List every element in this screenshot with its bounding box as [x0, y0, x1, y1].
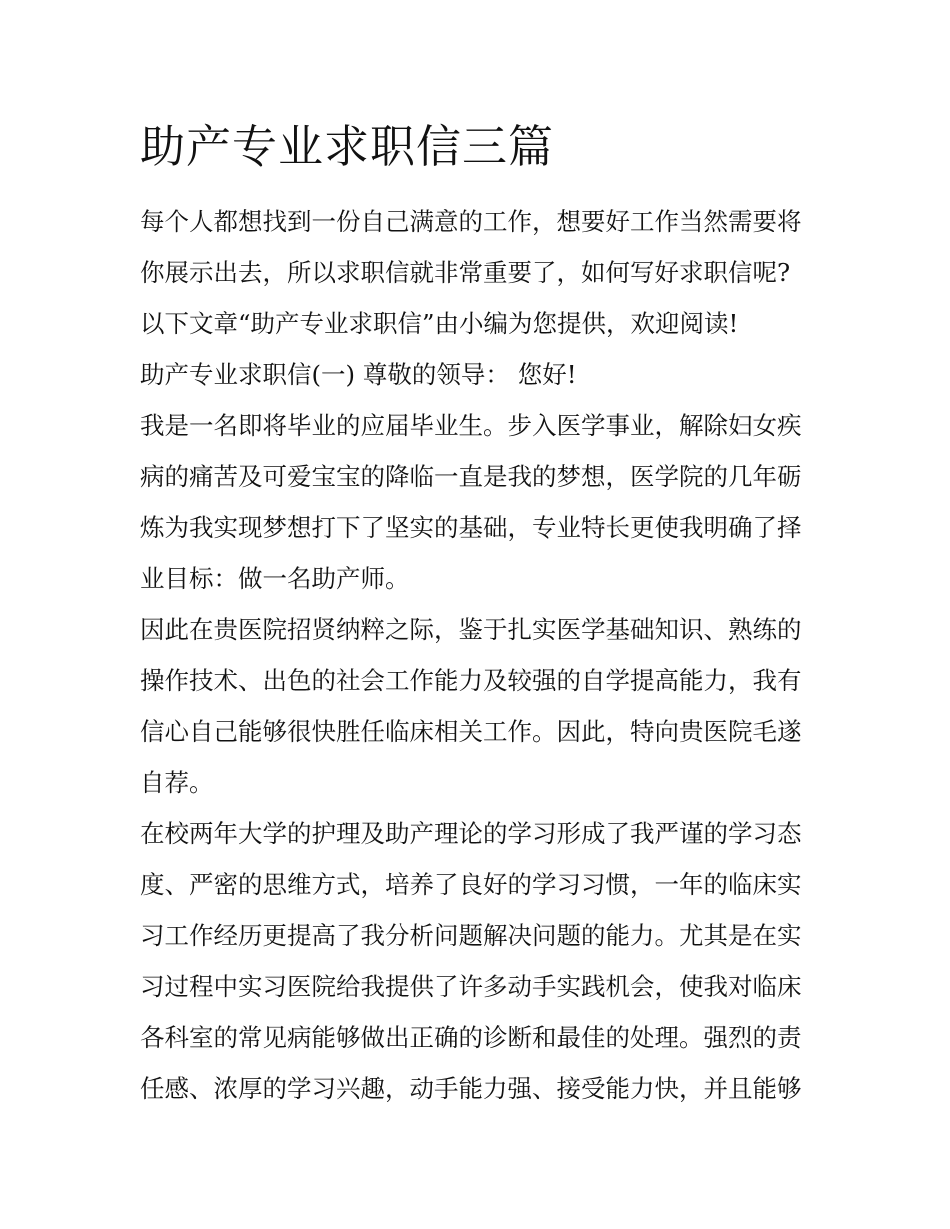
text-line: 在校两年大学的护理及助产理论的学习形成了我严谨的学习态: [140, 819, 802, 848]
text-line: 助产专业求职信(一) 尊敬的领导： 您好!: [140, 360, 577, 389]
text-line: 以下文章“助产专业求职信”由小编为您提供，欢迎阅读!: [140, 309, 739, 338]
text-line: 操作技术、出色的社会工作能力及较强的自学提高能力，我有: [140, 666, 802, 695]
text-line: 信心自己能够很快胜任临床相关工作。因此，特向贵医院毛遂: [140, 717, 802, 746]
text-line: 每个人都想找到一份自己满意的工作，想要好工作当然需要将: [140, 207, 802, 236]
text-line: 习过程中实习医院给我提供了许多动手实践机会，使我对临床: [140, 972, 802, 1001]
text-line: 因此在贵医院招贤纳粹之际，鉴于扎实医学基础知识、熟练的: [140, 615, 802, 644]
text-line: 炼为我实现梦想打下了坚实的基础，专业特长更使我明确了择: [140, 513, 802, 542]
text-line: 各科室的常见病能够做出正确的诊断和最佳的处理。强烈的责: [140, 1023, 802, 1052]
document-title: 助产专业求职信三篇: [140, 120, 555, 173]
text-line: 业目标：做一名助产师。: [140, 564, 410, 593]
text-line: 任感、浓厚的学习兴趣，动手能力强、接受能力快，并且能够: [140, 1074, 802, 1103]
text-line: 自荐。: [140, 768, 214, 797]
text-line: 你展示出去，所以求职信就非常重要了，如何写好求职信呢?: [140, 258, 791, 287]
text-line: 度、严密的思维方式，培养了良好的学习习惯，一年的临床实: [140, 870, 802, 899]
text-line: 习工作经历更提高了我分析问题解决问题的能力。尤其是在实: [140, 921, 802, 950]
text-line: 我是一名即将毕业的应届毕业生。步入医学事业，解除妇女疾: [140, 411, 802, 440]
text-line: 病的痛苦及可爱宝宝的降临一直是我的梦想，医学院的几年砺: [140, 462, 802, 491]
